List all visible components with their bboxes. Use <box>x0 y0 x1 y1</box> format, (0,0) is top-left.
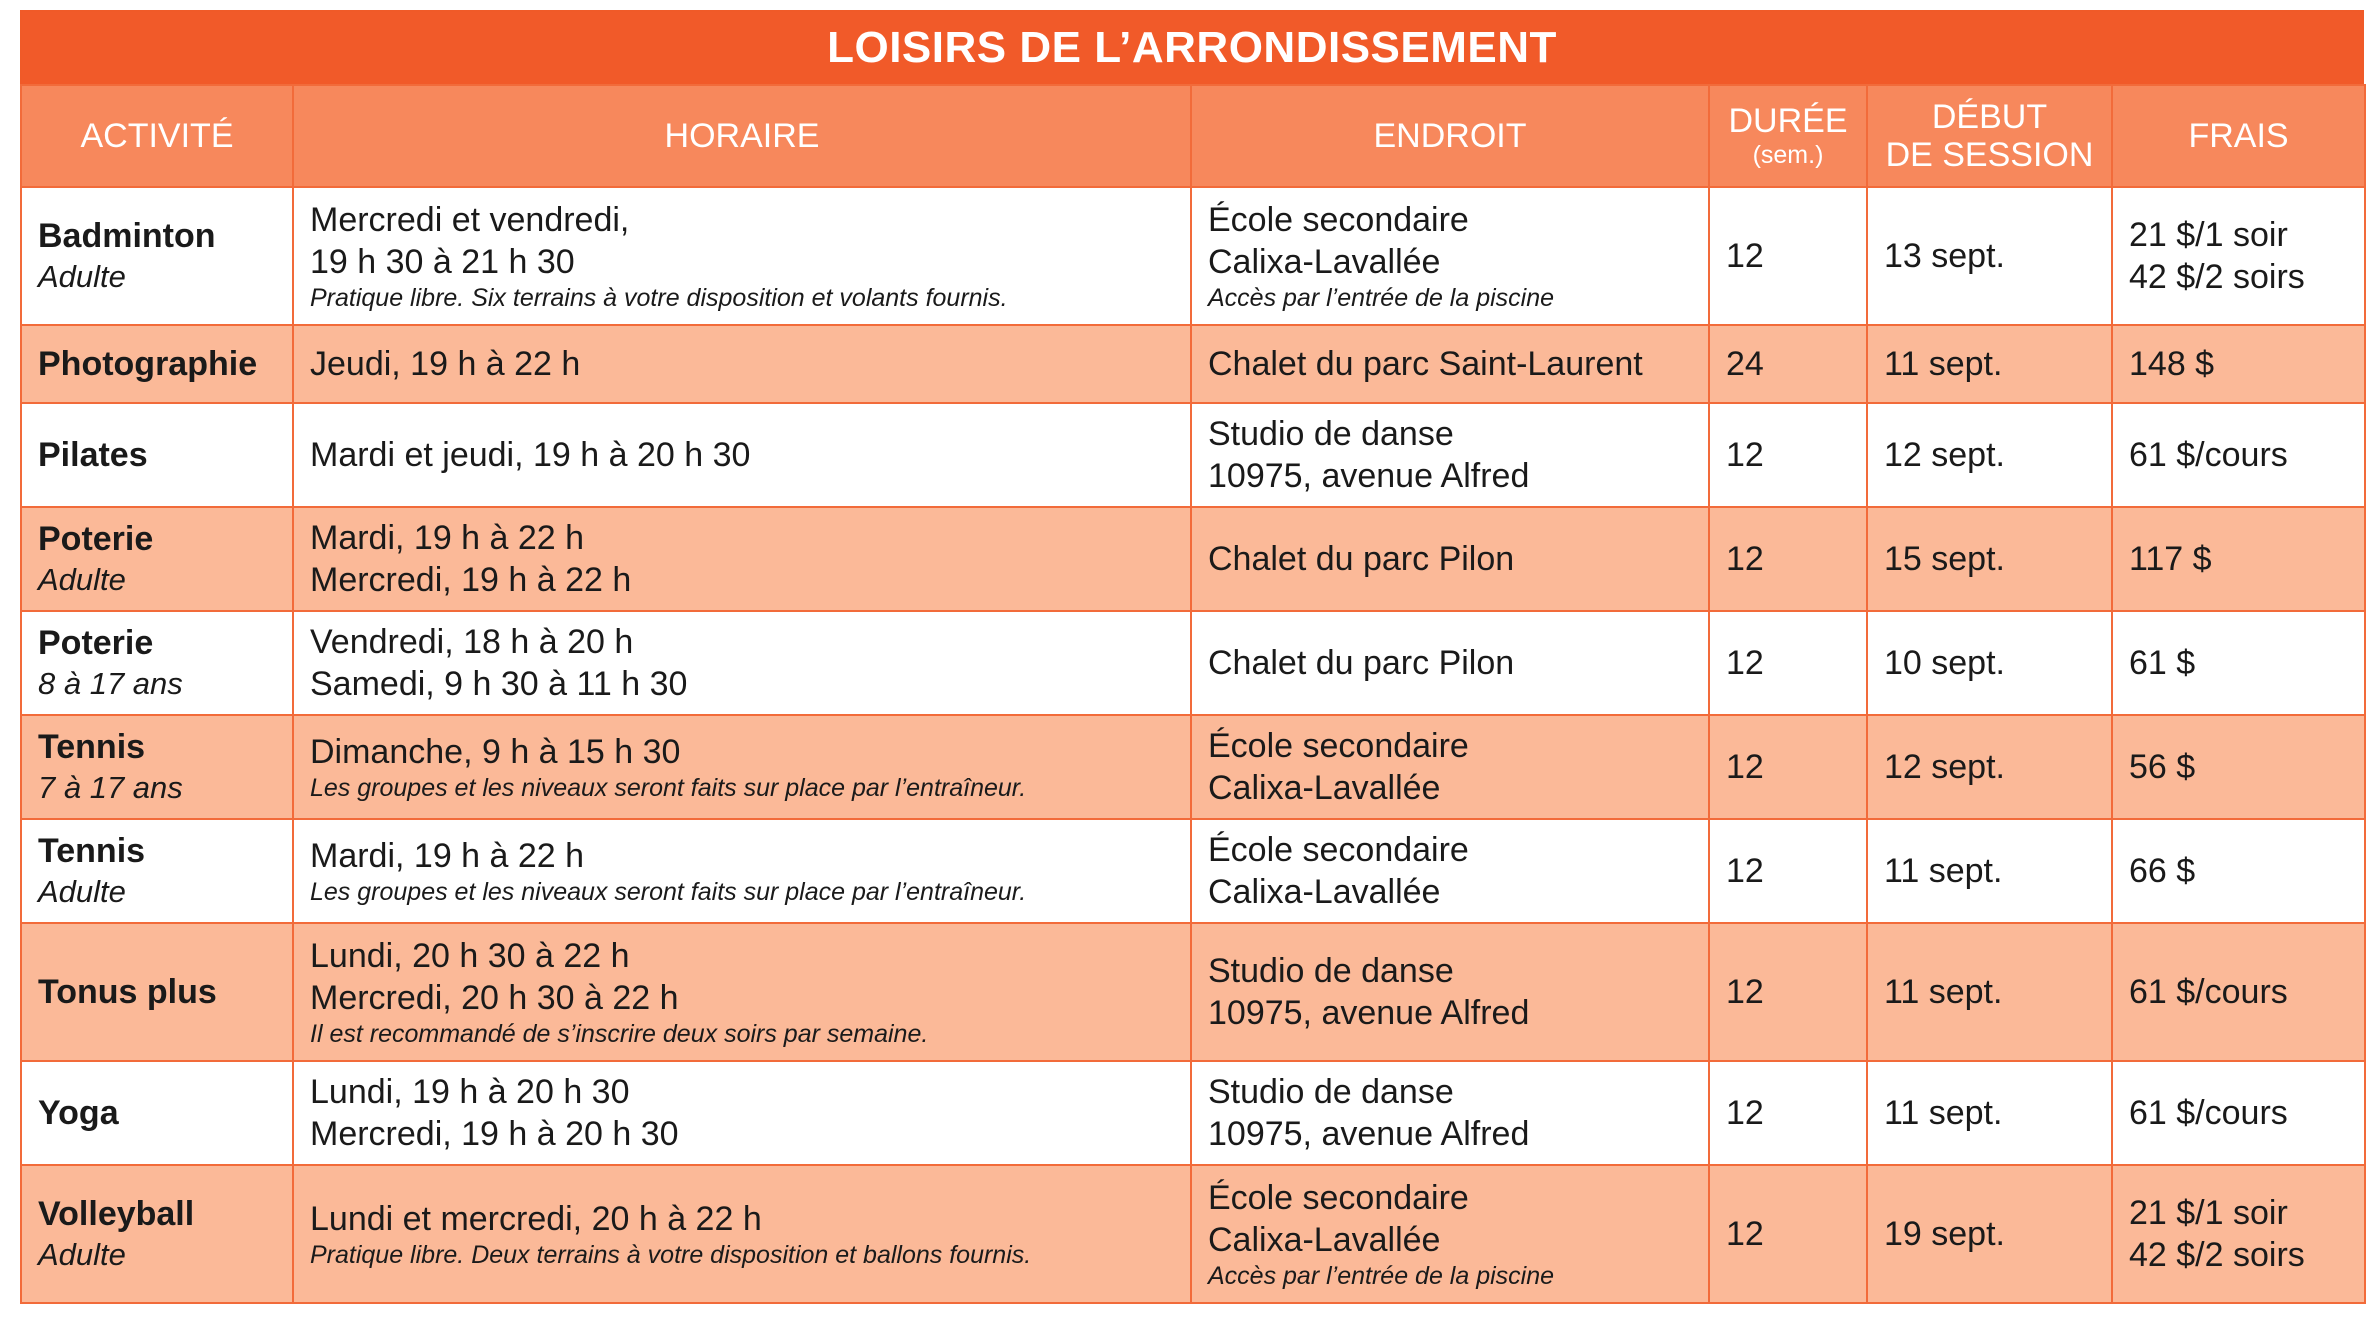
start-date-cell <box>1867 611 2112 715</box>
table-row <box>21 715 2365 819</box>
activity-name: Pilates <box>38 436 148 474</box>
fee-line: 61 $/cours <box>2129 1094 2288 1132</box>
header-horaire: HORAIRE <box>293 85 1191 187</box>
schedule-cell <box>293 611 1191 715</box>
activity-cell <box>21 923 293 1061</box>
activity-audience: Adulte <box>38 259 126 294</box>
activity-name: Poterie <box>38 520 154 558</box>
location-line: École secondaire <box>1208 831 1469 869</box>
location-note: Accès par l’entrée de la piscine <box>1208 284 1555 312</box>
schedule-line: Samedi, 9 h 30 à 11 h 30 <box>310 665 688 703</box>
start-date-cell <box>1867 819 2112 923</box>
start-date-cell <box>1867 187 2112 325</box>
fee-cell <box>2112 187 2365 325</box>
table-row <box>21 1061 2365 1165</box>
duration-value: 12 <box>1726 644 1764 682</box>
start-date-cell <box>1867 325 2112 403</box>
schedule-line: Mercredi, 19 h à 20 h 30 <box>310 1115 679 1153</box>
start-date-value: 15 sept. <box>1884 540 2005 578</box>
location-line: 10975, avenue Alfred <box>1208 1115 1530 1153</box>
location-line: École secondaire <box>1208 201 1469 239</box>
duration-cell <box>1709 715 1867 819</box>
start-date-value: 11 sept. <box>1884 345 2003 383</box>
header-endroit: ENDROIT <box>1191 85 1709 187</box>
start-date-value: 11 sept. <box>1884 852 2003 890</box>
activities-body <box>21 187 2365 1303</box>
location-line: Studio de danse <box>1208 1073 1454 1111</box>
activities-table <box>20 84 2366 1304</box>
activity-name: Volleyball <box>38 1195 195 1233</box>
fee-cell <box>2112 507 2365 611</box>
start-date-cell <box>1867 923 2112 1061</box>
duration-value: 24 <box>1726 345 1764 383</box>
schedule-note: Pratique libre. Six terrains à votre disposition et volants fournis. <box>310 284 1008 312</box>
start-date-value: 11 sept. <box>1884 1094 2003 1132</box>
location-cell <box>1191 403 1709 507</box>
duration-cell <box>1709 187 1867 325</box>
schedule-cell <box>293 325 1191 403</box>
activity-audience: Adulte <box>38 562 126 597</box>
activity-name: Badminton <box>38 217 216 255</box>
location-line: Chalet du parc Pilon <box>1208 540 1515 578</box>
start-date-cell <box>1867 715 2112 819</box>
location-cell <box>1191 1061 1709 1165</box>
schedule-line: Mercredi, 19 h à 22 h <box>310 561 632 599</box>
fee-cell <box>2112 923 2365 1061</box>
activity-audience: 7 à 17 ans <box>38 770 183 805</box>
schedule-note: Pratique libre. Deux terrains à votre disposition et ballons fournis. <box>310 1241 1032 1269</box>
table-row <box>21 1165 2365 1303</box>
header-row <box>21 85 2365 187</box>
start-date-value: 10 sept. <box>1884 644 2005 682</box>
duration-value: 12 <box>1726 436 1764 474</box>
activity-cell <box>21 403 293 507</box>
location-line: Calixa-Lavallée <box>1208 243 1441 281</box>
schedule-line: 19 h 30 à 21 h 30 <box>310 243 575 281</box>
activity-name: Tennis <box>38 728 146 766</box>
location-line: Calixa-Lavallée <box>1208 769 1441 807</box>
schedule-line: Mardi et jeudi, 19 h à 20 h 30 <box>310 436 751 474</box>
location-line: Chalet du parc Pilon <box>1208 644 1515 682</box>
activity-cell <box>21 1061 293 1165</box>
start-date-cell <box>1867 507 2112 611</box>
location-line: Calixa-Lavallée <box>1208 873 1441 911</box>
activity-cell <box>21 507 293 611</box>
duration-cell <box>1709 325 1867 403</box>
location-cell <box>1191 1165 1709 1303</box>
location-line: Studio de danse <box>1208 415 1454 453</box>
header-frais: FRAIS <box>2112 85 2365 187</box>
location-cell <box>1191 611 1709 715</box>
schedule-line: Mercredi, 20 h 30 à 22 h <box>310 979 679 1017</box>
fee-cell <box>2112 611 2365 715</box>
fee-cell <box>2112 819 2365 923</box>
fee-cell <box>2112 403 2365 507</box>
header-debut <box>1867 85 2112 187</box>
header-debut-line2: DE SESSION <box>1885 136 2094 174</box>
schedule-note: Les groupes et les niveaux seront faits sur place par l’entraîneur. <box>310 774 1027 802</box>
schedule-cell <box>293 1061 1191 1165</box>
schedule-line: Mercredi et vendredi, <box>310 201 630 239</box>
header-duree-unit: (sem.) <box>1752 141 1824 169</box>
table-row <box>21 187 2365 325</box>
schedule-line: Mardi, 19 h à 22 h <box>310 837 585 875</box>
schedule-line: Mardi, 19 h à 22 h <box>310 519 585 557</box>
schedule-line: Dimanche, 9 h à 15 h 30 <box>310 733 681 771</box>
start-date-value: 19 sept. <box>1884 1215 2005 1253</box>
duration-value: 12 <box>1726 237 1764 275</box>
fee-line: 148 $ <box>2129 345 2215 383</box>
schedule-cell <box>293 1165 1191 1303</box>
fee-line: 61 $ <box>2129 644 2196 682</box>
location-line: 10975, avenue Alfred <box>1208 457 1530 495</box>
activity-audience: Adulte <box>38 1237 126 1272</box>
start-date-value: 12 sept. <box>1884 436 2005 474</box>
table-row <box>21 923 2365 1061</box>
duration-cell <box>1709 1165 1867 1303</box>
location-cell <box>1191 325 1709 403</box>
duration-cell <box>1709 819 1867 923</box>
duration-cell <box>1709 611 1867 715</box>
location-note: Accès par l’entrée de la piscine <box>1208 1262 1555 1290</box>
schedule-cell <box>293 715 1191 819</box>
location-line: École secondaire <box>1208 727 1469 765</box>
activity-cell <box>21 819 293 923</box>
schedule-cell <box>293 403 1191 507</box>
activity-cell <box>21 715 293 819</box>
activity-name: Tonus plus <box>38 973 217 1011</box>
activity-name: Photographie <box>38 345 258 383</box>
fee-line: 61 $/cours <box>2129 973 2288 1011</box>
schedule-title: LOISIRS DE L’ARRONDISSEMENT <box>20 10 2364 84</box>
duration-cell <box>1709 1061 1867 1165</box>
header-duree-label: DURÉE <box>1728 102 1848 140</box>
activity-cell <box>21 187 293 325</box>
table-row <box>21 403 2365 507</box>
activity-name: Tennis <box>38 832 146 870</box>
header-duree <box>1709 85 1867 187</box>
start-date-value: 12 sept. <box>1884 748 2005 786</box>
location-cell <box>1191 715 1709 819</box>
fee-cell <box>2112 715 2365 819</box>
location-line: Calixa-Lavallée <box>1208 1221 1441 1259</box>
fee-cell <box>2112 1165 2365 1303</box>
location-line: 10975, avenue Alfred <box>1208 994 1530 1032</box>
schedule-line: Lundi, 19 h à 20 h 30 <box>310 1073 630 1111</box>
duration-value: 12 <box>1726 540 1764 578</box>
duration-value: 12 <box>1726 748 1764 786</box>
location-cell <box>1191 507 1709 611</box>
location-line: École secondaire <box>1208 1179 1469 1217</box>
start-date-cell <box>1867 1061 2112 1165</box>
table-row <box>21 611 2365 715</box>
schedule-cell <box>293 819 1191 923</box>
location-line: Studio de danse <box>1208 952 1454 990</box>
location-cell <box>1191 187 1709 325</box>
schedule-note: Il est recommandé de s’inscrire deux soirs par semaine. <box>310 1020 929 1048</box>
start-date-cell <box>1867 403 2112 507</box>
fee-line: 117 $ <box>2129 540 2212 578</box>
schedule-cell <box>293 507 1191 611</box>
schedule-cell <box>293 923 1191 1061</box>
activity-cell <box>21 611 293 715</box>
schedule-line: Lundi, 20 h 30 à 22 h <box>310 937 630 975</box>
table-row <box>21 507 2365 611</box>
fee-line: 56 $ <box>2129 748 2196 786</box>
fee-line: 21 $/1 soir <box>2129 216 2288 254</box>
fee-cell <box>2112 325 2365 403</box>
duration-value: 12 <box>1726 1094 1764 1132</box>
schedule-cell <box>293 187 1191 325</box>
activity-audience: Adulte <box>38 874 126 909</box>
header-activite: ACTIVITÉ <box>21 85 293 187</box>
schedule-line: Vendredi, 18 h à 20 h <box>310 623 634 661</box>
start-date-value: 11 sept. <box>1884 973 2003 1011</box>
schedule-note: Les groupes et les niveaux seront faits sur place par l’entraîneur. <box>310 878 1027 906</box>
schedule-line: Lundi et mercredi, 20 h à 22 h <box>310 1200 762 1238</box>
activity-name: Poterie <box>38 624 154 662</box>
fee-line: 42 $/2 soirs <box>2129 258 2305 296</box>
fee-line: 61 $/cours <box>2129 436 2288 474</box>
activity-name: Yoga <box>38 1094 119 1132</box>
duration-value: 12 <box>1726 852 1764 890</box>
schedule-line: Jeudi, 19 h à 22 h <box>310 345 581 383</box>
duration-cell <box>1709 403 1867 507</box>
table-row <box>21 325 2365 403</box>
fee-line: 42 $/2 soirs <box>2129 1236 2305 1274</box>
table-row <box>21 819 2365 923</box>
activity-audience: 8 à 17 ans <box>38 666 183 701</box>
header-debut-line1: DÉBUT <box>1931 98 2048 136</box>
location-cell <box>1191 819 1709 923</box>
activity-cell <box>21 325 293 403</box>
duration-value: 12 <box>1726 1215 1764 1253</box>
fee-line: 21 $/1 soir <box>2129 1194 2288 1232</box>
leisure-schedule <box>20 10 2364 1304</box>
fee-line: 66 $ <box>2129 852 2196 890</box>
duration-cell <box>1709 923 1867 1061</box>
start-date-value: 13 sept. <box>1884 237 2005 275</box>
start-date-cell <box>1867 1165 2112 1303</box>
duration-cell <box>1709 507 1867 611</box>
location-cell <box>1191 923 1709 1061</box>
fee-cell <box>2112 1061 2365 1165</box>
duration-value: 12 <box>1726 973 1764 1011</box>
location-line: Chalet du parc Saint-Laurent <box>1208 345 1643 383</box>
activity-cell <box>21 1165 293 1303</box>
